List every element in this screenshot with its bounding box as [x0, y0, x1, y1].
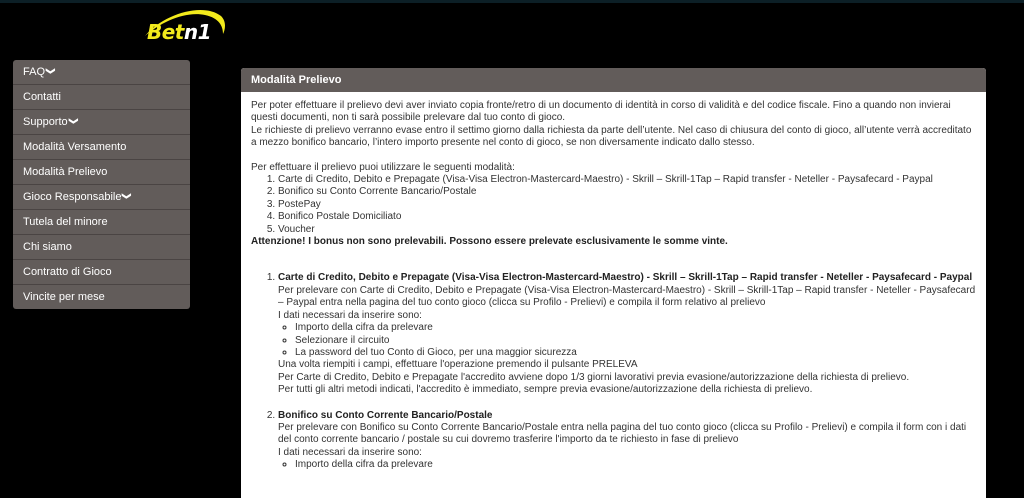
- required-data-list: [278, 459, 976, 471]
- logo-text: Betn1: [147, 20, 212, 44]
- sidebar-item-modalita-versamento[interactable]: [13, 135, 190, 160]
- brand-logo[interactable]: [143, 6, 243, 44]
- attention-notice: Attenzione! I bonus non sono prelevabili. Possono essere prelevate esclusivamente le somme vinte.: [251, 236, 728, 248]
- sidebar-item-gioco-responsabile[interactable]: [13, 185, 190, 210]
- sidebar-item-label: Contratto di Gioco: [23, 266, 112, 278]
- required-data-item: ◦ Importo della cifra da prelevare: [295, 322, 976, 334]
- chevron-down-icon: ❯: [68, 117, 79, 125]
- sidebar-item-label: Tutela del minore: [23, 216, 108, 228]
- detail-note: Per Carte di Credito, Debito e Prepagate l'accredito avviene dopo 1/3 giorni lavorativi previa evasione/autorizzazione della richiesta di prelievo.: [278, 371, 910, 383]
- detail-data-label: I dati necessari da inserire sono:: [278, 309, 422, 321]
- sidebar-item-contatti[interactable]: [13, 85, 190, 110]
- sidebar-item-modalita-prelievo[interactable]: [13, 160, 190, 185]
- modes-list: [251, 174, 976, 236]
- detail-note: Per tutti gli altri metodi indicati, l'accredito è immediato, sempre previa evasione/autorizzazione della richiesta di prelievo.: [278, 384, 813, 396]
- panel-body: [241, 92, 986, 472]
- intro-paragraph: Per poter effettuare il prelievo devi aver inviato copia fronte/retro di un documento di identità in corso di validità e del codice fiscale. Fino a quando non invierai questi documenti, non ti sarà possibile prelevare dal tuo conto di gioco.: [251, 100, 951, 124]
- panel-title: Modalità Prelievo: [241, 68, 986, 92]
- required-data-list: [278, 322, 976, 359]
- detail-note: Una volta riempiti i campi, effettuare l'operazione premendo il pulsante PRELEVA: [278, 359, 638, 371]
- mode-item: 2. Bonifico su Conto Corrente Bancario/Postale: [278, 186, 976, 198]
- sidebar-item-faq[interactable]: [13, 60, 190, 85]
- mode-item: 3. PostePay: [278, 199, 976, 211]
- sidebar-item-label: Contatti: [23, 91, 61, 103]
- sidebar-item-label: Chi siamo: [23, 241, 72, 253]
- detail-text: Per prelevare con Bonifico su Conto Corrente Bancario/Postale entra nella pagina del tuo conto gioco (clicca su Profilo - Prelievi) e compila il form con i dati del conto corrente bancario / postale su cui dovremo trasferire l'importo da te richiesto in fase di prelievo: [278, 421, 967, 446]
- sidebar-item-label: FAQ: [23, 66, 46, 78]
- top-border: [0, 0, 1024, 3]
- chevron-down-icon: ❯: [45, 67, 56, 75]
- sidebar-item-vincite-mese[interactable]: [13, 285, 190, 309]
- required-data-item: ◦ Selezionare il circuito: [295, 335, 976, 347]
- sidebar-item-chi-siamo[interactable]: [13, 235, 190, 260]
- sidebar-item-label: Modalità Prelievo: [23, 166, 108, 178]
- detail-title: 1. Carte di Credito, Debito e Prepagate (Visa-Visa Electron-Mastercard-Maestro) - Skrill – Skrill-1Tap – Rapid transfer - Neteller - Paysafecard - Paypal: [278, 272, 973, 284]
- required-data-item: ◦ Importo della cifra da prelevare: [295, 459, 976, 471]
- sidebar-item-label: Supporto: [23, 116, 68, 128]
- detail-section-cards: [278, 272, 976, 396]
- content-panel: [241, 68, 986, 498]
- sidebar-nav: [13, 60, 190, 309]
- intro-paragraph: Le richieste di prelievo verranno evase entro il settimo giorno dalla richiesta da parte dell’utente. Nel caso di chiusura del conto di gioco, all’utente verrà accreditato a mezzo bonifico bancario, l’intero importo presente nel conto di gioco, se non diversamente indicato dallo stesso.: [251, 124, 972, 149]
- sidebar-item-label: Vincite per mese: [23, 291, 105, 303]
- detail-text: Per prelevare con Carte di Credito, Debito e Prepagate (Visa-Visa Electron-Mastercard-Maestro) - Skrill – Skrill-1Tap – Rapid transfer - Neteller - Paysafecard – Paypal entra nella pagina del tuo conto gioco (clicca su Profilo - Prelievi) e compila il form relativo al prelievo: [278, 284, 976, 309]
- detail-section-bonifico: [278, 410, 976, 472]
- required-data-item: ◦ La password del tuo Conto di Gioco, per una maggior sicurezza: [295, 347, 976, 359]
- mode-item: 4. Bonifico Postale Domiciliato: [278, 211, 976, 223]
- sidebar-item-tutela-minore[interactable]: [13, 210, 190, 235]
- sidebar-item-supporto[interactable]: [13, 110, 190, 135]
- modes-intro: Per effettuare il prelievo puoi utilizzare le seguenti modalità:: [251, 161, 515, 173]
- sidebar-item-contratto-gioco[interactable]: [13, 260, 190, 285]
- details-list: [251, 272, 976, 471]
- mode-item: 1. Carte di Credito, Debito e Prepagate (Visa-Visa Electron-Mastercard-Maestro) - Skrill – Skrill-1Tap – Rapid transfer - Neteller - Paysafecard - Paypal: [278, 174, 976, 186]
- sidebar-item-label: Modalità Versamento: [23, 141, 127, 153]
- sidebar-item-label: Gioco Responsabile: [23, 191, 122, 203]
- mode-item: 5. Voucher: [278, 224, 976, 236]
- chevron-down-icon: ❯: [122, 192, 133, 200]
- detail-title: 2. Bonifico su Conto Corrente Bancario/Postale: [278, 409, 493, 421]
- detail-data-label: I dati necessari da inserire sono:: [278, 446, 422, 458]
